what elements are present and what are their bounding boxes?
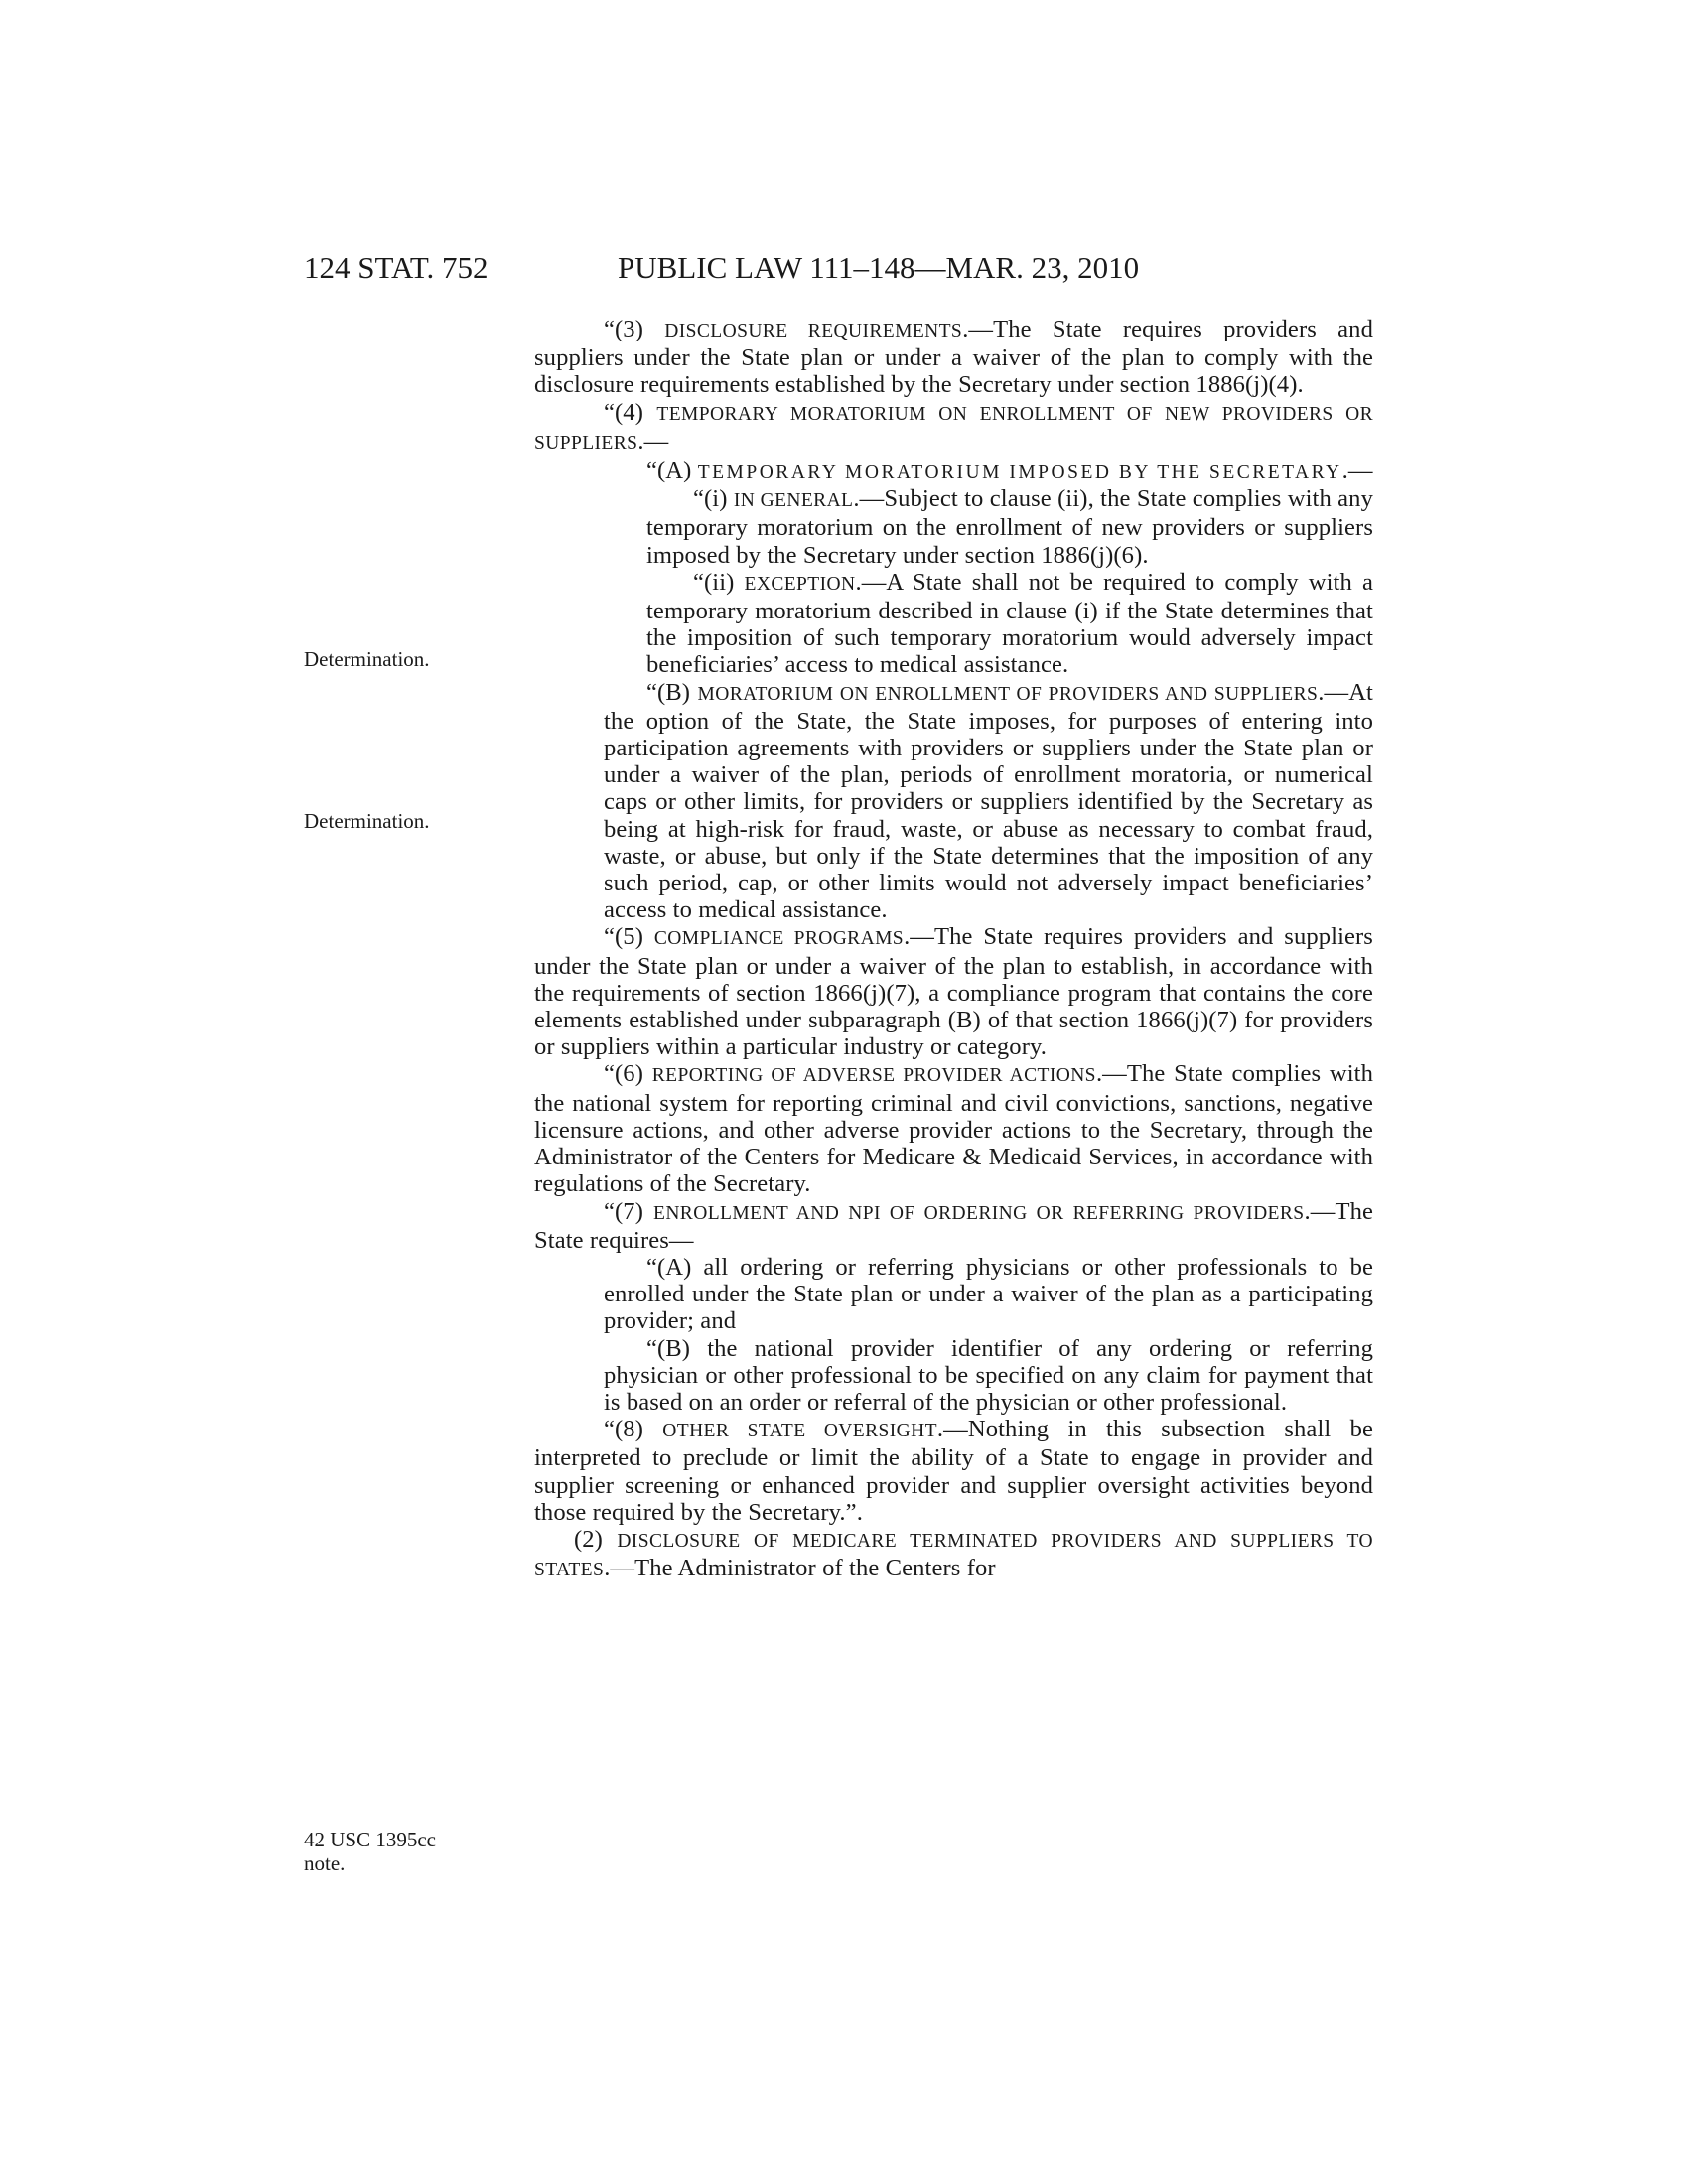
paragraph-heading: COMPLIANCE PROGRAMS	[653, 928, 905, 950]
subparagraph-4b: “(B) MORATORIUM ON ENROLLMENT OF PROVIDERS AND SUPPLIERS.—At the option of the State, the State imposes, for purposes of entering into participation agreements with providers or suppliers under the State plan or under a waiver of the plan, periods of enrollment moratoria, or numerical caps or other limits, for providers or suppliers identified by the Secretary as being at high-risk for fraud, waste, or abuse as necessary to combat fraud, waste, or abuse, but only if the State determines that the imposition of any such period, cap, or other limits would not adversely impact beneficiaries’ access to medical assistance.	[604, 678, 1373, 924]
subparagraph-7a: “(A) all ordering or referring physicians or other professionals to be enrolled under the State plan or under a waiver of the plan as a participating provider; and	[604, 1253, 1373, 1335]
statute-page-number: 124 STAT. 752	[304, 250, 489, 285]
paragraph-7-enrollment-npi: “(7) ENROLLMENT AND NPI OF ORDERING OR REFERRING PROVIDERS.—The State requires—	[534, 1197, 1373, 1254]
paragraph-5-compliance-programs: “(5) COMPLIANCE PROGRAMS.—The State requires providers and suppliers under the State plan or under a waiver of the plan to establish, in accordance with the requirements of section 1866(j)(7), a compliance program that contains the core elements established under subparagraph (B) of that section 1866(j)(7) for providers or suppliers within a particular industry or category.	[534, 923, 1373, 1061]
paragraph-heading: DISCLOSURE REQUIREMENTS	[664, 321, 963, 341]
paragraph-heading: DISCLOSURE OF MEDICARE TERMINATED PROVIDERS AND SUPPLIERS TO STATES	[534, 1530, 1373, 1581]
paragraph-heading: ENROLLMENT AND NPI OF ORDERING OR REFERRING PROVIDERS	[653, 1202, 1305, 1224]
margin-note-determination-1: Determination.	[304, 647, 430, 671]
clause-4a-ii: “(ii) EXCEPTION.—A State shall not be required to comply with a temporary moratorium described in clause (i) if the State determines that the imposition of such temporary moratorium would adversely impact beneficiaries’ access to medical assistance.	[646, 568, 1373, 679]
usc-citation-line: 42 USC 1395cc	[304, 1828, 436, 1851]
paragraph-heading: OTHER STATE OVERSIGHT	[662, 1421, 937, 1442]
subparagraph-7b: “(B) the national provider identifier of any ordering or referring physician or other professional to be specified on any claim for payment that is based on an order or referral of the physician or other professional.	[604, 1334, 1373, 1416]
page-header	[304, 250, 1370, 286]
paragraph-3-disclosure-requirements: “(3) DISCLOSURE REQUIREMENTS.—The State requires providers and suppliers under the State plan or under a waiver of the plan to comply with the disclosure requirements established by the Secretary under section 1886(j)(4).	[534, 316, 1373, 399]
paragraph-heading: REPORTING OF ADVERSE PROVIDER ACTIONS	[651, 1065, 1096, 1087]
paragraph-heading: MORATORIUM ON ENROLLMENT OF PROVIDERS AND SUPPLIERS	[697, 683, 1319, 705]
body-text	[534, 316, 1373, 1583]
running-title: PUBLIC LAW 111–148—MAR. 23, 2010	[618, 250, 1140, 285]
paragraph-4-temporary-moratorium: “(4) TEMPORARY MORATORIUM ON ENROLLMENT OF NEW PROVIDERS OR SUPPLIERS.—	[534, 398, 1373, 455]
clause-4a-i: “(i) IN GENERAL.—Subject to clause (ii), the State complies with any temporary moratorium on the enrollment of new providers or suppliers imposed by the Secretary under section 1886(j)(6).	[646, 485, 1373, 569]
paragraph-heading: EXCEPTION	[744, 573, 856, 595]
usc-citation-note: note.	[304, 1851, 346, 1875]
paragraph-6-reporting-adverse-actions: “(6) REPORTING OF ADVERSE PROVIDER ACTIONS.—The State complies with the national system for reporting criminal and civil convictions, sanctions, negative licensure actions, and other adverse provider actions to the Secretary, through the Administrator of the Centers for Medicare & Medicaid Services, in accordance with regulations of the Secretary.	[534, 1060, 1373, 1198]
paragraph-heading: TEMPORARY MORATORIUM IMPOSED BY THE SECRETARY	[697, 462, 1342, 483]
margin-note-determination-2: Determination.	[304, 809, 430, 833]
paragraph-heading: TEMPORARY MORATORIUM ON ENROLLMENT OF NEW PROVIDERS OR SUPPLIERS	[534, 403, 1373, 454]
paragraph-heading: IN GENERAL	[733, 490, 854, 512]
margin-note-usc-citation	[304, 1828, 436, 1875]
subparagraph-4a: “(A) TEMPORARY MORATORIUM IMPOSED BY THE SECRETARY.—	[646, 457, 1373, 484]
section-2-disclosure-terminated-providers: (2) DISCLOSURE OF MEDICARE TERMINATED PROVIDERS AND SUPPLIERS TO STATES.—The Administrator of the Centers for	[534, 1525, 1373, 1582]
paragraph-8-other-state-oversight: “(8) OTHER STATE OVERSIGHT.—Nothing in this subsection shall be interpreted to preclude or limit the ability of a State to engage in provider and supplier screening or enhanced provider and supplier oversight activities beyond those required by the Secretary.”.	[534, 1416, 1373, 1526]
